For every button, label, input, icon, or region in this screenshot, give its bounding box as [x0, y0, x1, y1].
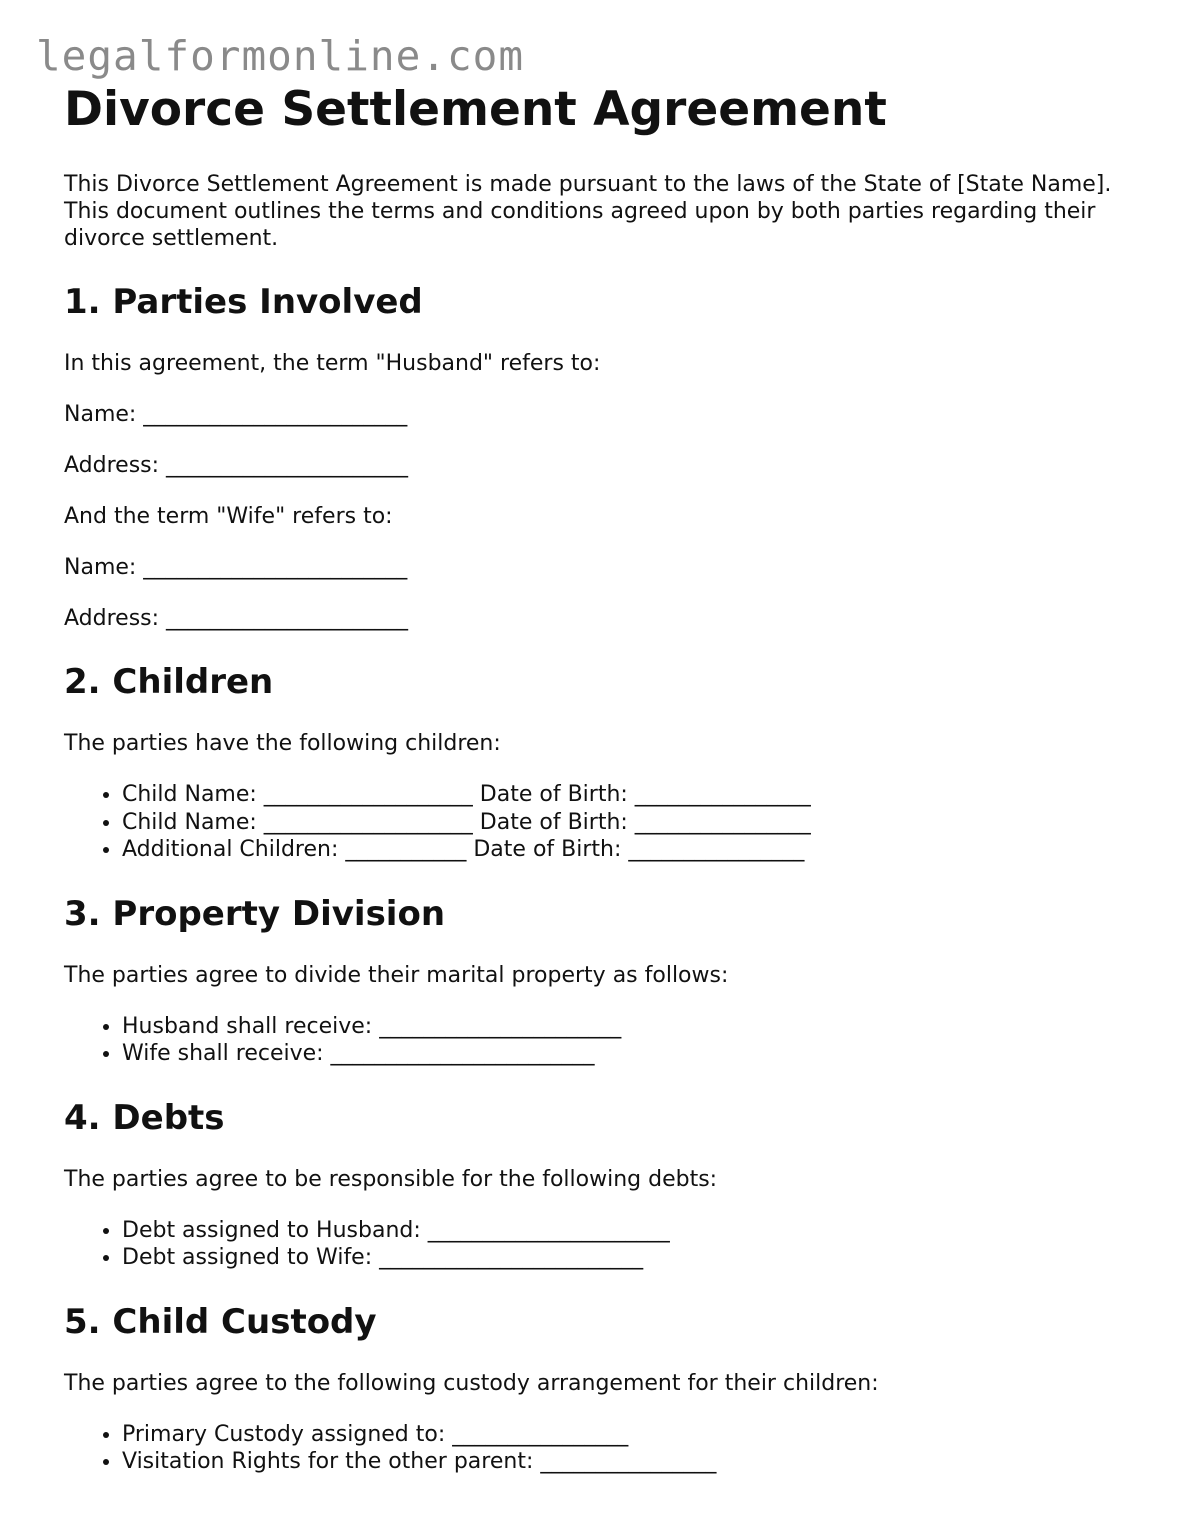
husband-intro: In this agreement, the term "Husband" refers to: [64, 351, 601, 376]
children-list [64, 781, 1124, 864]
children-intro: The parties have the following children: [64, 731, 501, 756]
document-body [64, 82, 1124, 1500]
husband-address-field: Address: ______________________ [64, 453, 409, 478]
section-debts [64, 1098, 1124, 1272]
section-heading: 1. Parties Involved [64, 282, 423, 322]
section-heading: 4. Debts [64, 1097, 225, 1138]
list-item: • Debt assigned to Wife: ________________________ [122, 1244, 1124, 1272]
list-item: • Child Name: ___________________ Date of Birth: ________________ [122, 781, 1124, 809]
section-children [64, 662, 1124, 864]
list-item: • Visitation Rights for the other parent: ________________ [122, 1448, 1124, 1476]
custody-intro: The parties agree to the following custody arrangement for their children: [64, 1370, 879, 1396]
section-heading: 3. Property Division [64, 893, 446, 934]
list-item: • Husband shall receive: ______________________ [122, 1013, 1124, 1041]
section-parties [64, 282, 1124, 632]
wife-address-field: Address: ______________________ [64, 606, 409, 631]
document-title: Divorce Settlement Agreement [64, 82, 887, 137]
debts-intro: The parties agree to be responsible for the following debts: [64, 1166, 718, 1192]
list-item: • Child Name: ___________________ Date of Birth: ________________ [122, 809, 1124, 837]
list-item: • Primary Custody assigned to: ________________ [122, 1421, 1124, 1449]
property-intro: The parties agree to divide their marital property as follows: [64, 962, 729, 988]
watermark-text: legalformonline.com [36, 32, 524, 80]
property-list [64, 1013, 1124, 1068]
list-item: • Debt assigned to Husband: ______________________ [122, 1217, 1124, 1245]
section-heading: 2. Children [64, 662, 274, 702]
list-item: • Wife shall receive: ________________________ [122, 1040, 1124, 1068]
section-custody [64, 1302, 1124, 1476]
section-heading: 5. Child Custody [64, 1301, 377, 1342]
intro-paragraph: This Divorce Settlement Agreement is made pursuant to the laws of the State of [State Name]. This document outlines the terms and conditions agreed upon by both parties regarding their divorce settlement. [64, 172, 1112, 251]
wife-intro: And the term "Wife" refers to: [64, 504, 393, 529]
husband-name-field: Name: ________________________ [64, 402, 408, 427]
wife-name-field: Name: ________________________ [64, 555, 408, 580]
custody-list [64, 1421, 1124, 1476]
section-property [64, 894, 1124, 1068]
list-item: • Additional Children: ___________ Date of Birth: ________________ [122, 836, 1124, 864]
debts-list [64, 1217, 1124, 1272]
